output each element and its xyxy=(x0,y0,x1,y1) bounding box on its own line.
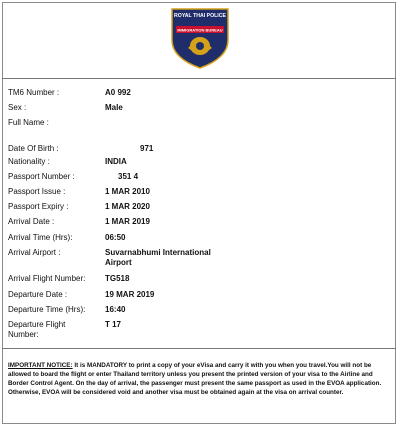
field-label: Date Of Birth : xyxy=(8,144,59,153)
important-notice xyxy=(8,361,392,397)
logo-banner-text: IMMIGRATION BUREAU xyxy=(177,27,223,33)
departure-time-value: 16:40 xyxy=(105,305,126,314)
notice-body: It is MANDATORY to print a copy of your eVisa and carry it with you when you travel.You will not be allowed to board the flight or enter Thailand territory unless you present the printed version of your visa to the Airline and Border Control Agent. On the day of arrival, the passenger must present the same passport as used in the EVOA application. Otherwise, EVOA will be considered void and another visa must be obtained again at the visa on arrival counter. xyxy=(8,362,382,396)
field-label: Departure Date : xyxy=(8,290,68,299)
notice-heading: IMPORTANT NOTICE: xyxy=(8,362,73,369)
sex-value: Male xyxy=(105,103,123,112)
arrival-date-value: 1 MAR 2019 xyxy=(105,217,150,226)
field-label: Arrival Airport : xyxy=(8,248,61,257)
field-label: Departure Time (Hrs): xyxy=(8,305,86,314)
tm6-number-value: A0 992 xyxy=(105,88,131,97)
field-label: Departure Flight Number: xyxy=(8,320,66,339)
passport-number-value: 351 4 xyxy=(118,172,139,181)
passport-expiry-value: 1 MAR 2020 xyxy=(105,202,150,211)
field-label: Arrival Time (Hrs): xyxy=(8,233,73,242)
nationality-value: INDIA xyxy=(105,157,127,166)
field-label: Passport Number : xyxy=(8,172,75,181)
dob-value: 971 xyxy=(140,144,154,153)
field-label: Passport Expiry : xyxy=(8,202,69,211)
passport-issue-value: 1 MAR 2010 xyxy=(105,187,150,196)
arrival-time-value: 06:50 xyxy=(105,233,126,242)
field-label: TM6 Number : xyxy=(8,88,60,97)
arrival-flight-value: TG518 xyxy=(105,274,130,283)
header-divider xyxy=(2,78,396,79)
field-label: Arrival Date : xyxy=(8,217,55,226)
departure-date-value: 19 MAR 2019 xyxy=(105,290,155,299)
departure-flight-value: T 17 xyxy=(105,320,122,329)
arrival-airport-value: Suvarnabhumi International Airport xyxy=(105,248,211,267)
royal-thai-police-logo xyxy=(168,6,232,70)
field-label: Passport Issue : xyxy=(8,187,66,196)
field-label: Arrival Flight Number: xyxy=(8,274,86,283)
field-label: Full Name : xyxy=(8,118,49,127)
logo-top-text: ROYAL THAI POLICE xyxy=(174,13,226,19)
field-label: Nationality : xyxy=(8,157,50,166)
field-label: Sex : xyxy=(8,103,27,112)
